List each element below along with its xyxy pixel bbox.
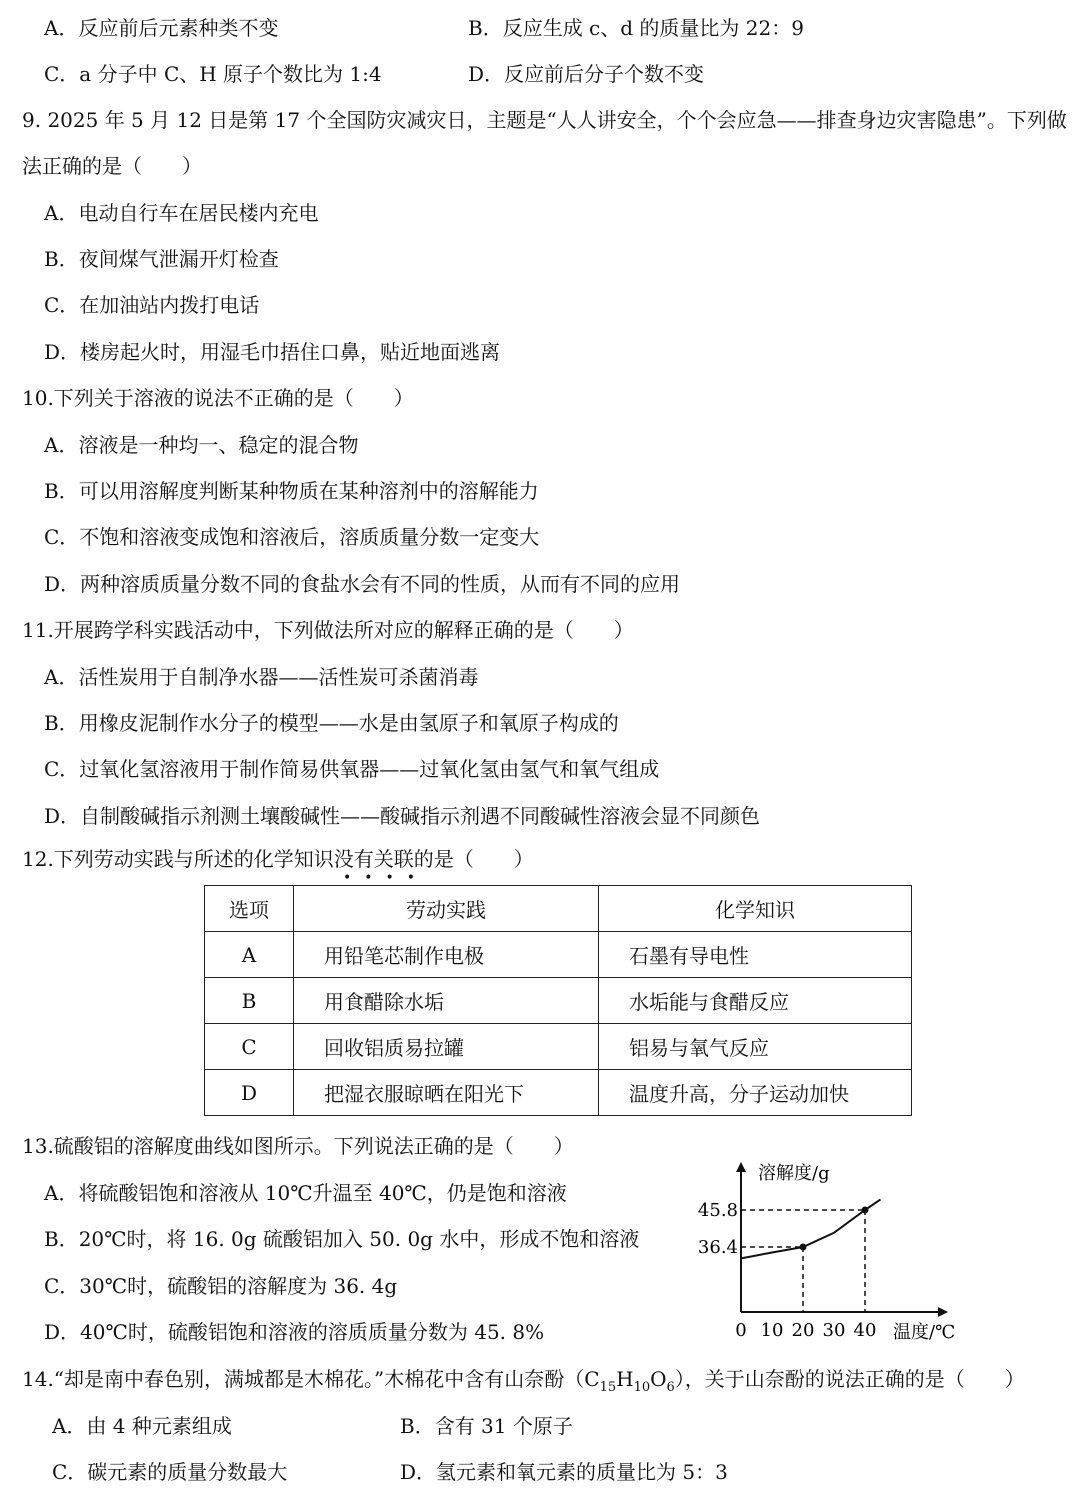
q14-option-a: A．由 4 种元素组成 <box>52 1414 232 1438</box>
table-cell: 铝易与氧气反应 <box>599 1024 912 1070</box>
table-row <box>205 1070 912 1116</box>
table-cell: B <box>205 978 294 1024</box>
x-axis-label: 温度/℃ <box>893 1322 956 1343</box>
solubility-curve <box>741 1199 881 1258</box>
q10-option-d: D．两种溶质质量分数不同的食盐水会有不同的性质，从而有不同的应用 <box>44 572 681 596</box>
table-row <box>205 978 912 1024</box>
table-row <box>205 1024 912 1070</box>
q8-option-b: B．反应生成 c、d 的质量比为 22：9 <box>468 16 804 40</box>
emphasis-dots: •••• <box>343 870 429 886</box>
q9-option-c: C．在加油站内拨打电话 <box>44 293 260 317</box>
q11-option-a: A．活性炭用于自制净水器——活性炭可杀菌消毒 <box>44 665 479 689</box>
q14-option-c: C．碳元素的质量分数最大 <box>52 1460 288 1484</box>
q9-stem-line1: 9. 2025 年 5 月 12 日是第 17 个全国防灾减灾日，主题是“人人讲安全，个个会应急——排查身边灾害隐患”。下列做 <box>22 108 1067 132</box>
table-cell: A <box>205 932 294 978</box>
q8-option-d: D．反应前后分子个数不变 <box>468 62 705 86</box>
y-tick-label: 45.8 <box>697 1200 738 1221</box>
q12-table <box>204 885 912 1116</box>
q14-stem-post: ），关于山奈酚的说法正确的是（ ） <box>674 1367 1025 1391</box>
q8-option-a: A．反应前后元素种类不变 <box>44 16 279 40</box>
q10-option-a: A．溶液是一种均一、稳定的混合物 <box>44 433 359 457</box>
table-cell: 温度升高，分子运动加快 <box>599 1070 912 1116</box>
q14-stem <box>22 1366 1025 1401</box>
table-header-cell: 化学知识 <box>599 886 912 932</box>
y-tick-label: 36.4 <box>697 1237 738 1258</box>
x-tick-label: 40 <box>853 1320 877 1341</box>
data-point <box>862 1207 869 1214</box>
table-header-row <box>205 886 912 932</box>
x-tick-label: 30 <box>822 1320 846 1341</box>
q10-stem: 10.下列关于溶液的说法不正确的是（ ） <box>22 386 414 410</box>
q13-option-b: B．20℃时，将 16. 0g 硫酸铝加入 50. 0g 水中，形成不饱和溶液 <box>44 1227 640 1251</box>
x-tick-label: 0 <box>735 1320 747 1341</box>
q11-stem: 11.开展跨学科实践活动中，下列做法所对应的解释正确的是（ ） <box>22 618 634 642</box>
table-row <box>205 932 912 978</box>
table-cell: 水垢能与食醋反应 <box>599 978 912 1024</box>
q13-stem: 13.硫酸铝的溶解度曲线如图所示。下列说法正确的是（ ） <box>22 1134 574 1158</box>
table-cell: C <box>205 1024 294 1070</box>
table-header-cell: 选项 <box>205 886 294 932</box>
q14-subscript: 10 <box>633 1380 651 1395</box>
q12-stem: 12.下列劳动实践与所述的化学知识没有关联的是（ ） <box>22 847 534 871</box>
q8-option-c: C．a 分子中 C、H 原子个数比为 1:4 <box>44 62 382 86</box>
q14-formula-part: O <box>650 1367 667 1391</box>
q9-option-a: A．电动自行车在居民楼内充电 <box>44 201 319 225</box>
q14-subscript: 15 <box>599 1380 617 1395</box>
y-axis-label: 溶解度/g <box>758 1163 830 1184</box>
q11-option-d: D．自制酸碱指示剂测土壤酸碱性——酸碱指示剂遇不同酸碱性溶液会显不同颜色 <box>44 804 761 828</box>
q14-formula-part: H <box>616 1367 634 1391</box>
q9-option-d: D．楼房起火时，用湿毛巾捂住口鼻，贴近地面逃离 <box>44 340 501 364</box>
table-cell: 石墨有导电性 <box>599 932 912 978</box>
q11-option-c: C．过氧化氢溶液用于制作简易供氧器——过氧化氢由氢气和氧气组成 <box>44 757 660 781</box>
solubility-chart <box>690 1158 980 1350</box>
table-cell: 用食醋除水垢 <box>294 978 599 1024</box>
table-header-cell: 劳动实践 <box>294 886 599 932</box>
q9-stem-line2: 法正确的是（ ） <box>22 154 202 178</box>
q14-option-b: B．含有 31 个原子 <box>400 1414 573 1438</box>
q10-option-c: C．不饱和溶液变成饱和溶液后，溶质质量分数一定变大 <box>44 525 540 549</box>
x-tick-label: 10 <box>760 1320 784 1341</box>
q11-option-b: B．用橡皮泥制作水分子的模型——水是由氢原子和氧原子构成的 <box>44 711 619 735</box>
q14-option-d: D．氢元素和氧元素的质量比为 5：3 <box>400 1460 728 1484</box>
q10-option-b: B．可以用溶解度判断某种物质在某种溶剂中的溶解能力 <box>44 479 539 503</box>
q14-stem-pre: 14.“却是南中春色别，满城都是木棉花。”木棉花中含有山奈酚（C <box>22 1367 600 1391</box>
q9-option-b: B．夜间煤气泄漏开灯检查 <box>44 247 279 271</box>
table-cell: 把湿衣服晾晒在阳光下 <box>294 1070 599 1116</box>
q13-option-a: A．将硫酸铝饱和溶液从 10℃升温至 40℃，仍是饱和溶液 <box>44 1181 567 1205</box>
q13-option-c: C．30℃时，硫酸铝的溶解度为 36. 4g <box>44 1274 398 1298</box>
table-cell: D <box>205 1070 294 1116</box>
table-cell: 用铅笔芯制作电极 <box>294 932 599 978</box>
x-tick-label: 20 <box>791 1320 815 1341</box>
table-cell: 回收铝质易拉罐 <box>294 1024 599 1070</box>
data-point <box>800 1244 807 1251</box>
q14-subscript: 6 <box>666 1380 675 1395</box>
q13-option-d: D．40℃时，硫酸铝饱和溶液的溶质质量分数为 45. 8% <box>44 1320 545 1344</box>
